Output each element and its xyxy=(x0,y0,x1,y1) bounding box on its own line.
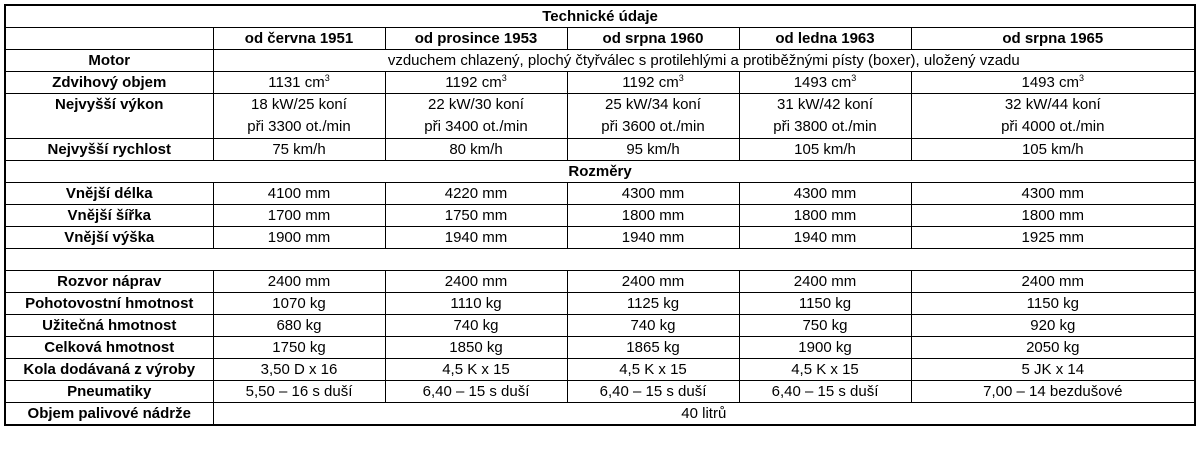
table-row xyxy=(5,315,1195,337)
table-cell: 5,50 – 16 s duší xyxy=(213,381,385,403)
table-cell: 2400 mm xyxy=(911,271,1195,293)
section-row xyxy=(5,161,1195,183)
table-cell: 1150 kg xyxy=(739,293,911,315)
table-cell: 105 km/h xyxy=(911,139,1195,161)
motor-value: vzduchem chlazený, plochý čtyřválec s protilehlými a protiběžnými písty (boxer), uložený vzadu xyxy=(213,50,1195,72)
table-row xyxy=(5,403,1195,426)
table-row xyxy=(5,139,1195,161)
table-row xyxy=(5,94,1195,139)
table-row xyxy=(5,359,1195,381)
row-label: Celková hmotnost xyxy=(5,337,213,359)
table-cell: 7,00 – 14 bezdušové xyxy=(911,381,1195,403)
row-label: Nejvyšší výkon xyxy=(5,94,213,139)
table-cell: 2400 mm xyxy=(567,271,739,293)
table-cell: 1750 kg xyxy=(213,337,385,359)
table-cell: 740 kg xyxy=(567,315,739,337)
table-row xyxy=(5,72,1195,94)
blank-separator xyxy=(5,249,1195,271)
table-cell: 740 kg xyxy=(385,315,567,337)
column-header: od prosince 1953 xyxy=(385,28,567,50)
table-cell: 3,50 D x 16 xyxy=(213,359,385,381)
table-cell: 1900 mm xyxy=(213,227,385,249)
table-title: Technické údaje xyxy=(5,5,1195,28)
table-cell: 1865 kg xyxy=(567,337,739,359)
table-cell: 1940 mm xyxy=(567,227,739,249)
table-cell: 1493 $cm^3$ xyxy=(911,72,1195,94)
table-cell: 95 km/h xyxy=(567,139,739,161)
table-cell: 6,40 – 15 s duší xyxy=(385,381,567,403)
table-cell: 1070 kg xyxy=(213,293,385,315)
table-cell: 2400 mm xyxy=(213,271,385,293)
table-cell: 4300 mm xyxy=(911,183,1195,205)
table-cell: 4300 mm xyxy=(567,183,739,205)
row-label: Motor xyxy=(5,50,213,72)
table-cell: 1800 mm xyxy=(911,205,1195,227)
row-label: Nejvyšší rychlost xyxy=(5,139,213,161)
table-cell: 4,5 K x 15 xyxy=(739,359,911,381)
table-cell: 1925 mm xyxy=(911,227,1195,249)
table-row xyxy=(5,381,1195,403)
row-label: Pohotovostní hmotnost xyxy=(5,293,213,315)
row-label: Vnější délka xyxy=(5,183,213,205)
row-label: Vnější šířka xyxy=(5,205,213,227)
row-label: Kola dodávaná z výroby xyxy=(5,359,213,381)
table-cell: 105 km/h xyxy=(739,139,911,161)
table-cell: 2400 mm xyxy=(739,271,911,293)
table-cell: 22 kW/30 koní při 3400 ot./min xyxy=(385,94,567,139)
header-blank-cell xyxy=(5,28,213,50)
table-cell: 1150 kg xyxy=(911,293,1195,315)
table-cell: 1800 mm xyxy=(739,205,911,227)
table-row xyxy=(5,50,1195,72)
spec-table xyxy=(4,4,1196,426)
table-cell: 6,40 – 15 s duší xyxy=(567,381,739,403)
table-cell: 18 kW/25 koní při 3300 ot./min xyxy=(213,94,385,139)
row-label: Objem palivové nádrže xyxy=(5,403,213,426)
table-cell: 1750 mm xyxy=(385,205,567,227)
table-cell: 6,40 – 15 s duší xyxy=(739,381,911,403)
table-row xyxy=(5,337,1195,359)
table-row xyxy=(5,293,1195,315)
table-cell: 1192 $cm^3$ xyxy=(385,72,567,94)
table-cell: 4220 mm xyxy=(385,183,567,205)
table-cell: 31 kW/42 koní při 3800 ot./min xyxy=(739,94,911,139)
table-row xyxy=(5,271,1195,293)
table-cell: 680 kg xyxy=(213,315,385,337)
table-cell: 80 km/h xyxy=(385,139,567,161)
table-cell: 1900 kg xyxy=(739,337,911,359)
table-cell: 32 kW/44 koní při 4000 ot./min xyxy=(911,94,1195,139)
column-header: od srpna 1965 xyxy=(911,28,1195,50)
table-cell: 920 kg xyxy=(911,315,1195,337)
table-cell: 1940 mm xyxy=(385,227,567,249)
column-header: od června 1951 xyxy=(213,28,385,50)
row-label: Vnější výška xyxy=(5,227,213,249)
row-label: Rozvor náprav xyxy=(5,271,213,293)
fuel-tank-value: 40 litrů xyxy=(213,403,1195,426)
table-cell: 1125 kg xyxy=(567,293,739,315)
blank-row xyxy=(5,249,1195,271)
table-cell: 1493 $cm^3$ xyxy=(739,72,911,94)
row-label: Zdvihový objem xyxy=(5,72,213,94)
table-cell: 1850 kg xyxy=(385,337,567,359)
row-label: Pneumatiky xyxy=(5,381,213,403)
table-cell: 1192 $cm^3$ xyxy=(567,72,739,94)
table-cell: 1110 kg xyxy=(385,293,567,315)
column-header: od srpna 1960 xyxy=(567,28,739,50)
table-cell: 2400 mm xyxy=(385,271,567,293)
table-cell: 1700 mm xyxy=(213,205,385,227)
table-cell: 4100 mm xyxy=(213,183,385,205)
table-cell: 25 kW/34 koní při 3600 ot./min xyxy=(567,94,739,139)
table-row xyxy=(5,205,1195,227)
table-cell: 2050 kg xyxy=(911,337,1195,359)
row-label: Užitečná hmotnost xyxy=(5,315,213,337)
header-row xyxy=(5,28,1195,50)
table-row xyxy=(5,227,1195,249)
table-cell: 1940 mm xyxy=(739,227,911,249)
table-row xyxy=(5,183,1195,205)
table-cell: 4,5 K x 15 xyxy=(567,359,739,381)
table-cell: 1131 $cm^3$ xyxy=(213,72,385,94)
section-heading: Rozměry xyxy=(5,161,1195,183)
column-header: od ledna 1963 xyxy=(739,28,911,50)
table-cell: 4,5 K x 15 xyxy=(385,359,567,381)
table-cell: 4300 mm xyxy=(739,183,911,205)
table-cell: 5 JK x 14 xyxy=(911,359,1195,381)
title-row xyxy=(5,5,1195,28)
table-cell: 1800 mm xyxy=(567,205,739,227)
table-cell: 750 kg xyxy=(739,315,911,337)
table-cell: 75 km/h xyxy=(213,139,385,161)
